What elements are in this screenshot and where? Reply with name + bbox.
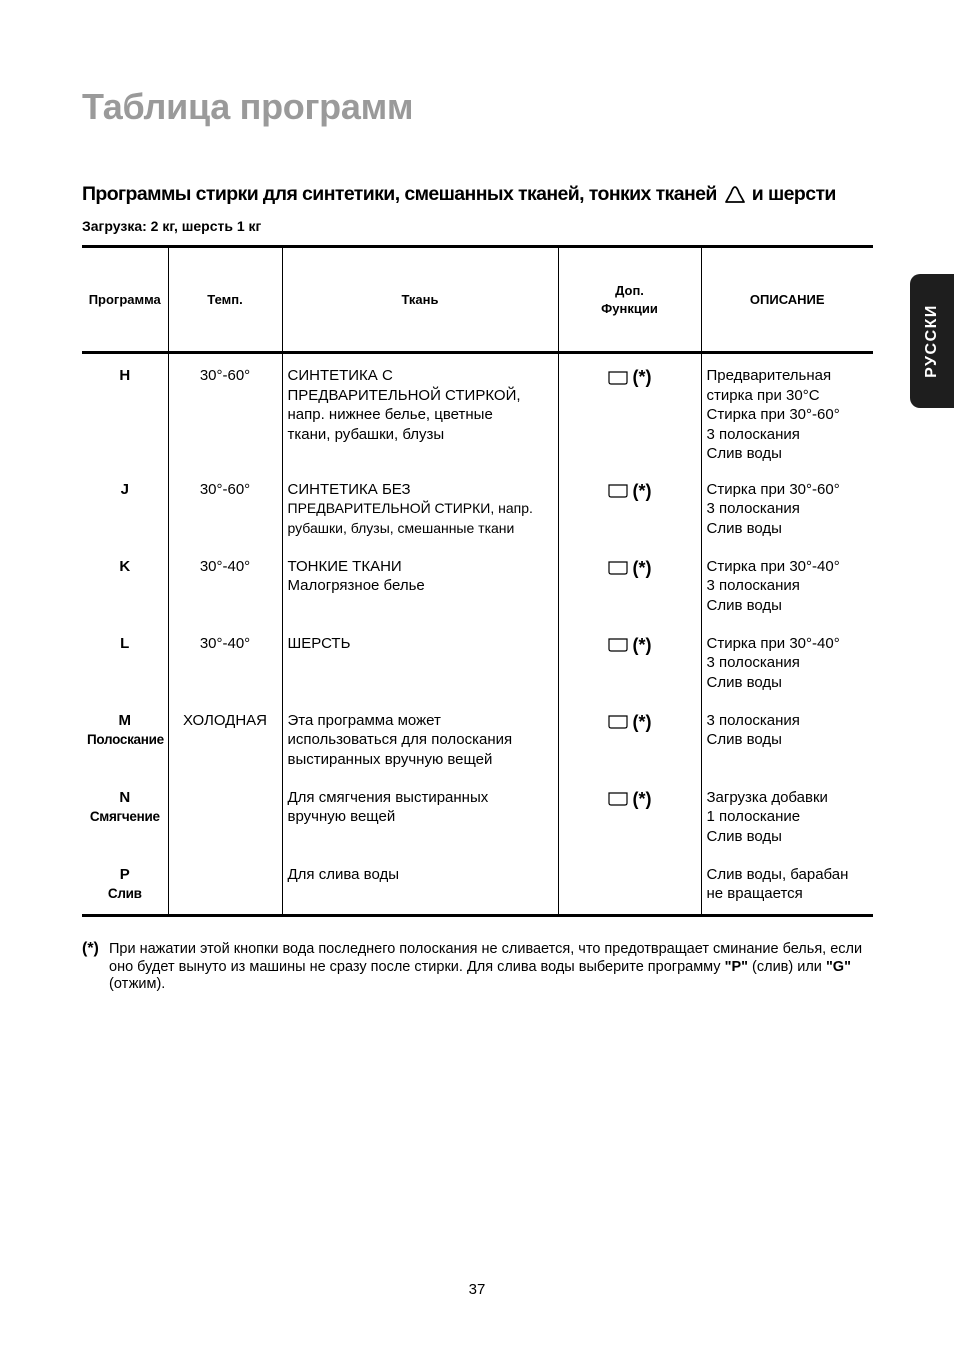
footnote-text-part: При нажатии этой кнопки вода последнего полоскания не сливается, что предотвращает сминание белья, если оно будет вынуто из машины не сразу после стирки. Для слива воды выберите программу xyxy=(109,941,863,975)
fabric-line xyxy=(288,499,553,519)
header-description: ОПИСАНИЕ xyxy=(701,247,873,353)
program-subtitle: Слив xyxy=(107,886,142,901)
cell-temp xyxy=(168,853,282,916)
rinse-hold-button-icon xyxy=(608,370,628,386)
cell-functions xyxy=(558,545,701,622)
cell-functions xyxy=(558,468,701,545)
cell-description xyxy=(701,622,873,699)
description-line: Стирка при 30°-60° xyxy=(706,480,840,498)
table-header-row xyxy=(82,247,873,353)
header-fabric: Ткань xyxy=(282,247,558,353)
cell-program xyxy=(82,622,168,699)
description-line: Стирка при 30°-40° xyxy=(706,634,840,652)
program-code: M xyxy=(118,711,131,729)
cell-temp: 30°-40° xyxy=(168,545,282,622)
cell-functions xyxy=(558,853,701,916)
footnote-text-part: (отжим). xyxy=(109,976,166,992)
rinse-hold-button-icon xyxy=(608,637,628,653)
fabric-line: Для смягчения выстиранных xyxy=(287,788,489,806)
function-indicator xyxy=(608,366,652,388)
cell-fabric xyxy=(282,545,558,622)
description-line: Слив воды xyxy=(706,673,782,691)
cell-description xyxy=(701,353,873,468)
cell-fabric xyxy=(282,622,558,699)
fabric-line-main: ПРЕДВАРИТЕЛЬНОЙ СТИРКИ, xyxy=(287,500,495,516)
cell-functions xyxy=(558,353,701,468)
cell-description xyxy=(701,853,873,916)
fabric-line: СИНТЕТИКА БЕЗ xyxy=(287,480,411,498)
footnote-mark: (*) xyxy=(632,367,652,387)
rinse-hold-button-icon xyxy=(608,714,628,730)
cell-temp: 30°-40° xyxy=(168,622,282,699)
header-functions-line2: Функции xyxy=(601,300,658,316)
header-functions xyxy=(558,247,701,353)
fabric-line: напр. нижнее белье, цветные xyxy=(287,406,493,423)
footnote-text xyxy=(109,941,874,994)
header-program: Программа xyxy=(82,247,168,353)
rinse-hold-button-icon xyxy=(608,791,628,807)
program-code: L xyxy=(120,634,130,652)
function-indicator xyxy=(608,711,652,733)
description-line: 3 полоскания xyxy=(706,654,800,671)
fabric-line: ткани, рубашки, блузы xyxy=(287,425,445,443)
page-title: Таблица программ xyxy=(82,86,414,127)
fabric-line: Эта программа может xyxy=(287,711,441,729)
cell-description xyxy=(701,468,873,545)
program-code: H xyxy=(119,367,131,384)
cell-fabric xyxy=(282,776,558,853)
footnote-text-part: (слив) или xyxy=(752,958,822,975)
fabric-line: ШЕРСТЬ xyxy=(287,634,351,652)
description-line: 3 полоскания xyxy=(706,711,800,729)
cell-temp: ХОЛОДНАЯ xyxy=(168,699,282,776)
cell-functions xyxy=(558,776,701,853)
table-row xyxy=(82,853,873,916)
rinse-hold-button-icon xyxy=(608,483,628,499)
header-functions-line1: Доп. xyxy=(615,282,644,298)
cell-program xyxy=(82,545,168,622)
description-line: Стирка при 30°-60° xyxy=(706,406,840,423)
footnote-mark: (*) xyxy=(632,788,652,809)
description-line: 3 полоскания xyxy=(706,500,800,517)
description-line: стирка при 30°С xyxy=(706,386,820,404)
footnote-mark: (*) xyxy=(632,480,652,501)
section-subtitle xyxy=(82,183,836,206)
cell-fabric xyxy=(282,353,558,468)
description-line: не вращается xyxy=(706,885,803,902)
function-indicator xyxy=(608,788,652,810)
program-code: P xyxy=(119,865,130,883)
program-code: K xyxy=(119,557,131,575)
cell-fabric xyxy=(282,468,558,545)
fabric-line: ПРЕДВАРИТЕЛЬНОЙ СТИРКОЙ, xyxy=(287,386,521,404)
function-indicator xyxy=(608,634,652,656)
cell-program xyxy=(82,353,168,468)
fabric-line: выстиранных вручную вещей xyxy=(287,750,493,768)
cell-description xyxy=(701,776,873,853)
cell-program xyxy=(82,776,168,853)
program-subtitle: Полоскание xyxy=(87,732,164,747)
fabric-line: использоваться для полоскания xyxy=(287,731,513,748)
rinse-hold-button-icon xyxy=(608,560,628,576)
function-indicator xyxy=(608,557,652,579)
fabric-line: ТОНКИЕ ТКАНИ xyxy=(287,557,402,575)
cell-program xyxy=(82,853,168,916)
table-row xyxy=(82,622,873,699)
description-line: 1 полоскание xyxy=(706,808,801,825)
description-line: Слив воды xyxy=(706,445,782,462)
fabric-line: вручную вещей xyxy=(287,808,396,825)
cell-temp: 30°-60° xyxy=(168,353,282,468)
table-row xyxy=(82,353,873,468)
description-line: Стирка при 30°-40° xyxy=(706,557,840,575)
cell-description xyxy=(701,545,873,622)
header-temp: Темп. xyxy=(168,247,282,353)
footnote-program-p: "P" xyxy=(724,958,749,975)
program-code: J xyxy=(120,480,129,498)
page-number: 37 xyxy=(468,1281,486,1298)
fabric-line-small: напр. xyxy=(498,500,533,516)
cell-functions xyxy=(558,622,701,699)
cell-program xyxy=(82,468,168,545)
cell-functions xyxy=(558,699,701,776)
fabric-line: Для слива воды xyxy=(287,865,399,883)
description-line: 3 полоскания xyxy=(706,425,800,443)
footnote-mark: (*) xyxy=(632,634,652,655)
language-tab-label: РУССКИ xyxy=(923,304,941,378)
footnote xyxy=(82,941,874,994)
subtitle-text-start: Программы стирки для синтетики, смешанных тканей, тонких тканей xyxy=(82,183,717,205)
cell-temp: 30°-60° xyxy=(168,468,282,545)
table-row xyxy=(82,545,873,622)
description-line: Слив воды xyxy=(706,731,782,748)
description-line: 3 полоскания xyxy=(706,577,800,594)
footnote-mark: (*) xyxy=(82,940,99,957)
description-line: Слив воды xyxy=(706,596,782,614)
cell-fabric xyxy=(282,853,558,916)
footnote-mark: (*) xyxy=(632,711,652,732)
description-line: Предварительная xyxy=(706,367,832,384)
footnote-program-g: "G" xyxy=(825,958,851,975)
delicate-fabric-icon xyxy=(724,185,746,205)
fabric-line: рубашки, блузы, смешанные ткани xyxy=(287,519,515,536)
table-row xyxy=(82,699,873,776)
description-line: Слив воды xyxy=(706,827,782,845)
cell-program xyxy=(82,699,168,776)
language-tab xyxy=(910,274,954,408)
program-code: N xyxy=(119,788,131,806)
program-table xyxy=(82,245,873,917)
description-line: Слив воды xyxy=(706,519,782,537)
fabric-line: Малогрязное белье xyxy=(287,577,425,594)
load-capacity: Загрузка: 2 кг, шерсть 1 кг xyxy=(82,218,262,234)
cell-temp xyxy=(168,776,282,853)
table-row xyxy=(82,776,873,853)
subtitle-text-end: и шерсти xyxy=(751,183,836,205)
fabric-line: СИНТЕТИКА С xyxy=(287,367,393,384)
cell-fabric xyxy=(282,699,558,776)
program-subtitle: Смягчение xyxy=(89,809,160,824)
description-line: Загрузка добавки xyxy=(706,788,828,806)
cell-description xyxy=(701,699,873,776)
description-line: Слив воды, барабан xyxy=(706,865,849,883)
table-row xyxy=(82,468,873,545)
footnote-mark: (*) xyxy=(632,557,652,578)
function-indicator xyxy=(608,480,652,502)
